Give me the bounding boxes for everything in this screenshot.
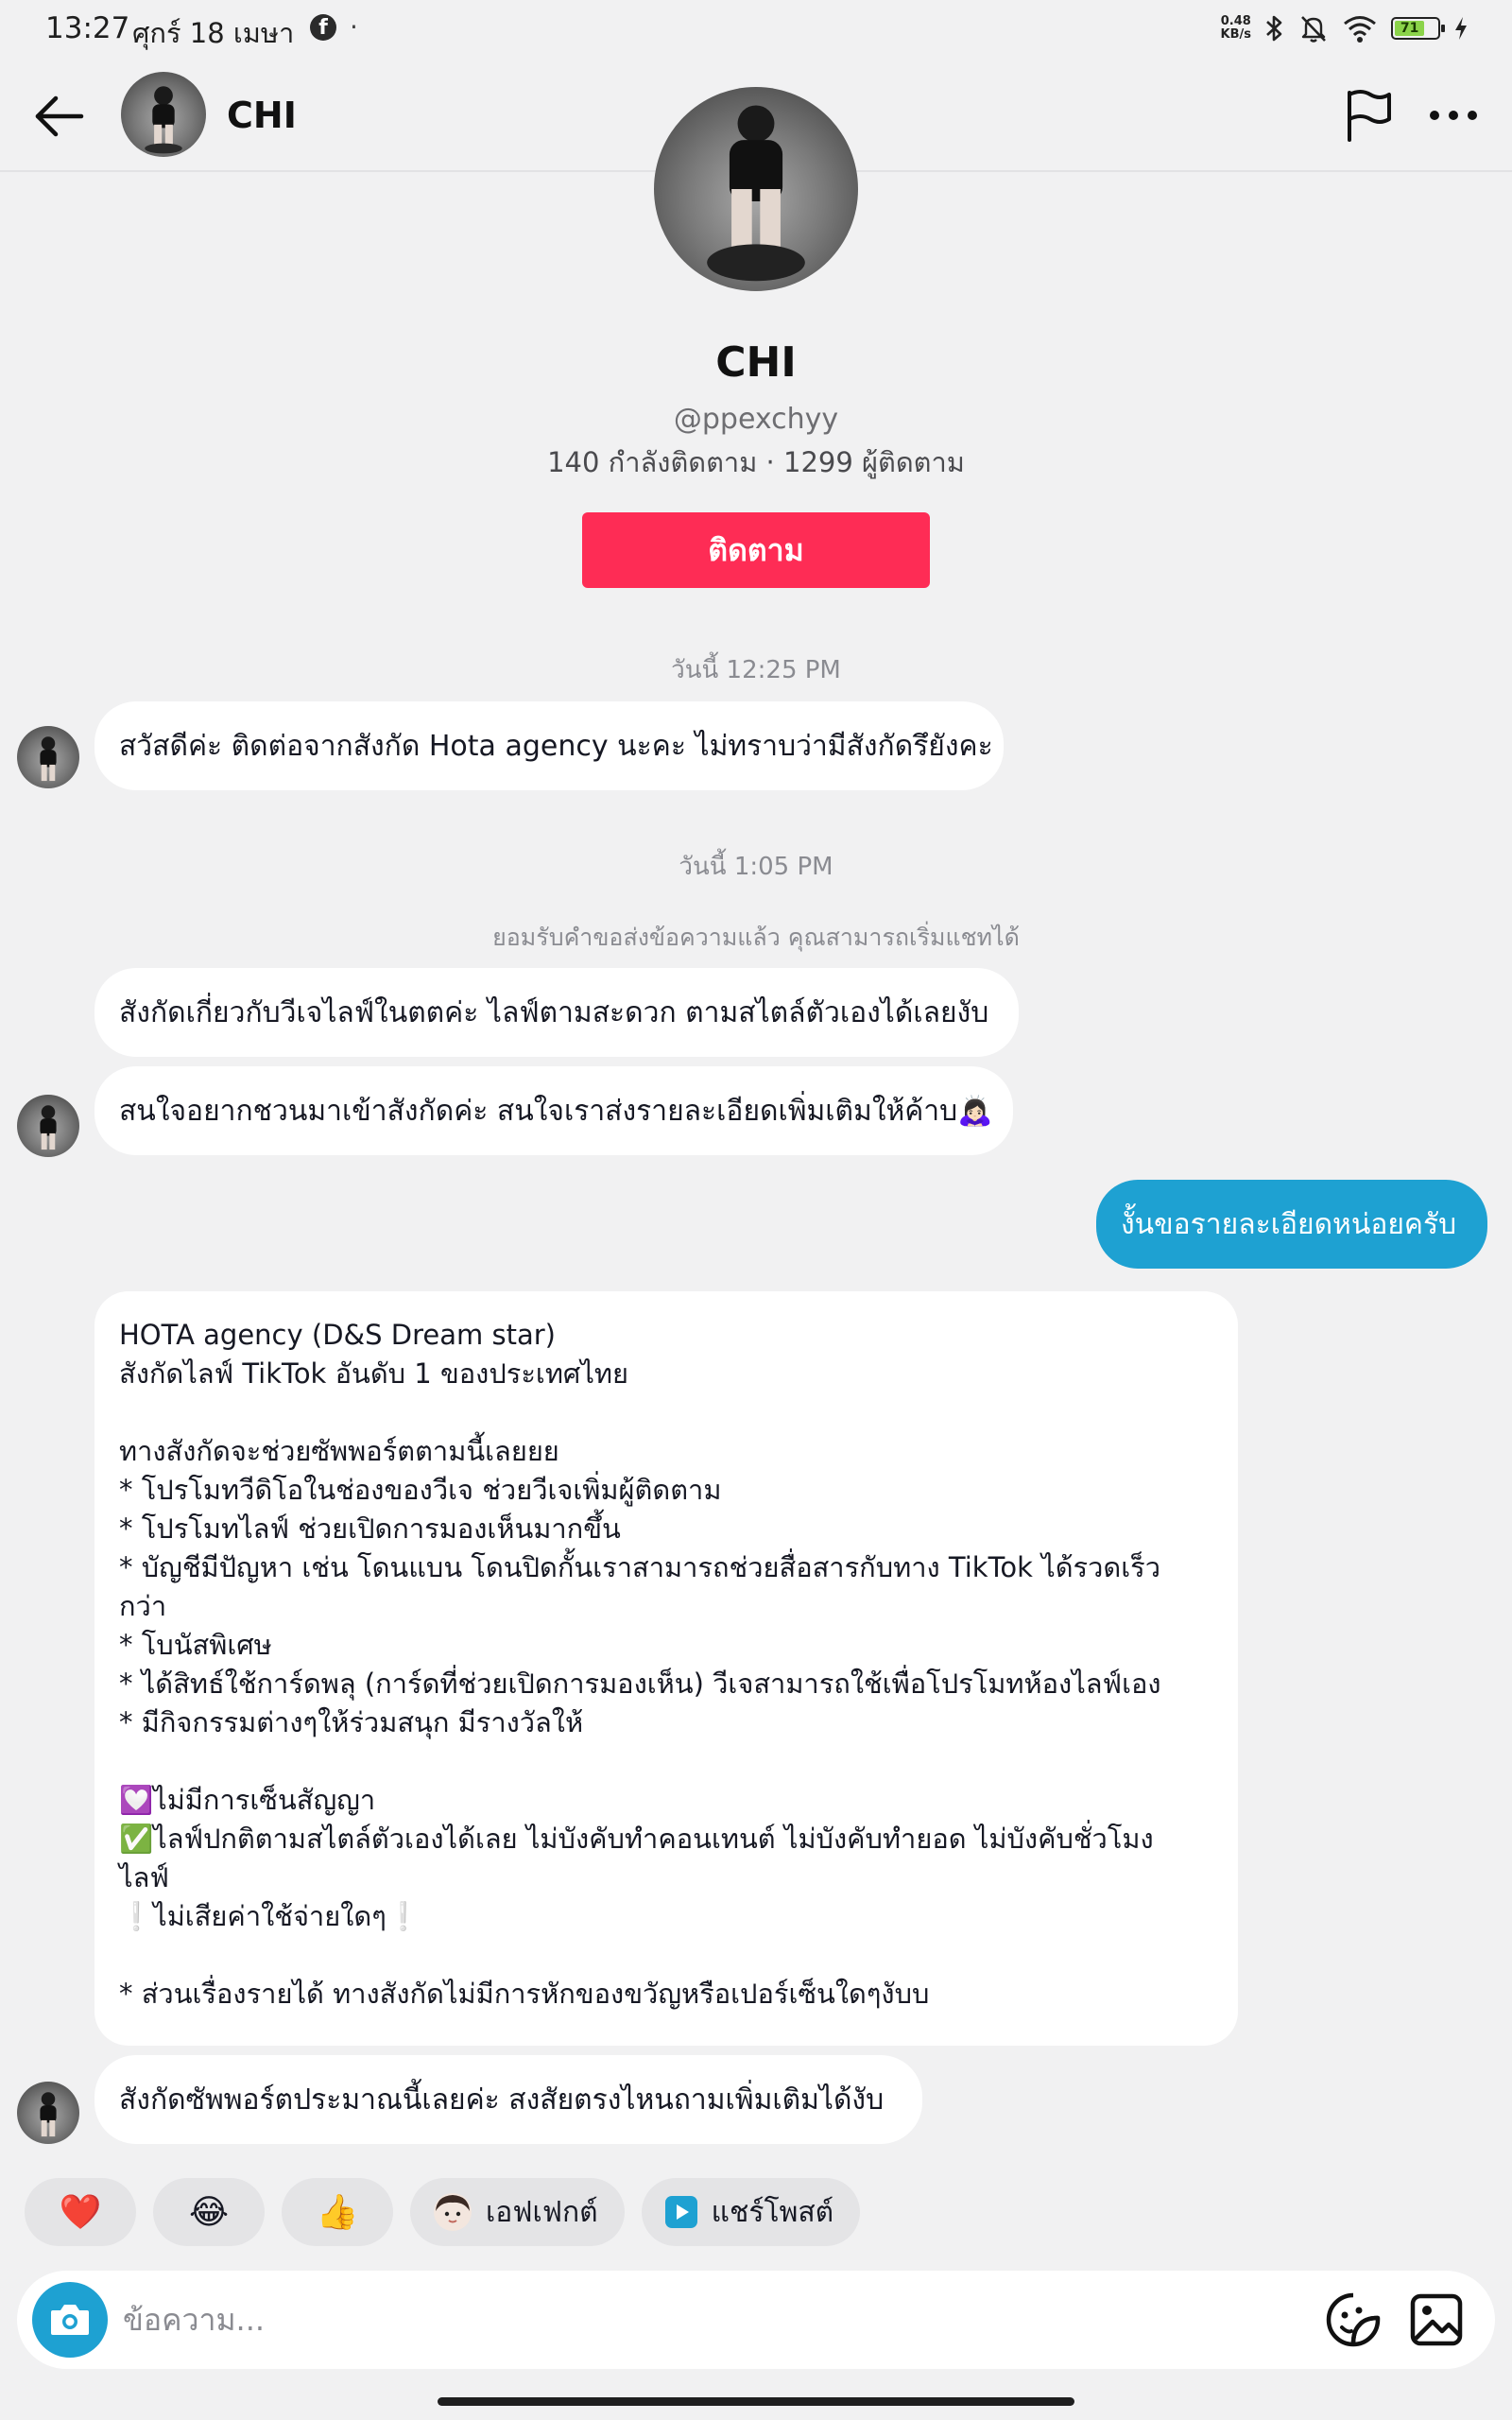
avatar-figure: [17, 726, 79, 788]
avatar-figure: [121, 72, 206, 157]
network-speed-value: 0.48: [1220, 14, 1251, 28]
image-icon[interactable]: [1406, 2290, 1467, 2350]
profile-avatar-figure: [654, 87, 858, 291]
my-message-bubble[interactable]: งั้นขอรายละเอียดหน่อยครับ: [1096, 1180, 1487, 1269]
avatar[interactable]: [17, 726, 79, 788]
battery-level: 71: [1395, 21, 1424, 36]
avatar[interactable]: [17, 1095, 79, 1157]
bluetooth-icon: [1264, 13, 1285, 43]
share-post-button[interactable]: [642, 2178, 861, 2246]
status-dot: ·: [350, 11, 358, 43]
share-post-label: แชร์โพสต์: [711, 2195, 834, 2229]
message-bubble[interactable]: สังกัดเกี่ยวกับวีเจไลฟ์ในตตค่ะ ไลฟ์ตามสะดวก ตามสไตล์ตัวเองได้เลยงับ: [94, 968, 1019, 1057]
profile-avatar[interactable]: [654, 87, 858, 291]
profile-handle: @ppexchyy: [673, 403, 839, 436]
camera-icon: [32, 2282, 108, 2358]
profile-name: CHI: [715, 338, 797, 387]
effect-face-icon: [433, 2192, 472, 2232]
message-bubble[interactable]: HOTA agency (D&S Dream star) สังกัดไลฟ์ TikTok อันดับ 1 ของประเทศไทย ทางสังกัดจะช่วยซัพพอร์ตตามนี้เลยยย * โปรโมทวีดิโอในช่องของวีเจ ช่วยวีเจเพิ่มผู้ติดตาม * โปรโมทไลฟ์ ช่วยเปิดการมองเห็นมากขึ้น * บัญชีมีปัญหา เช่น โดนแบน โดนปิดกั้นเราสามารถช่วยสื่อสารกับทาง TikTok ได้รวดเร็ว กว่า * โบนัสพิเศษ * ได้สิทธ์ใช้การ์ดพลุ (การ์ดที่ช่วยเปิดการมองเห็น) วีเจสามารถใช้เพื่อโปรโมทห้องไลฟ์เอง * มีกิจกรรมต่างๆให้ร่วมสนุก มีรางวัลให้ 💟ไม่มีการเซ็นสัญญา ✅ไลฟ์ปกติตามสไตล์ตัวเองได้เลย ไม่บังคับทำคอนเทนต์ ไม่บังคับทำยอด ไม่บังคับชั่วโมง ไลฟ์ ❕ไม่เสียค่าใช้จ่ายใดๆ❕ * ส่วนเรื่องรายได้ ทางสังกัดไม่มีการหักของขวัญหรือเปอร์เซ็นใดๆงับบ: [94, 1291, 1238, 2046]
message-bubble[interactable]: สังกัดซัพพอร์ตประมาณนี้เลยค่ะ สงสัยตรงไหนถามเพิ่มเติมได้งับ: [94, 2055, 922, 2144]
laugh-icon: 😂: [188, 2192, 230, 2232]
thumbs-up-icon: 👍: [316, 2193, 359, 2232]
more-icon[interactable]: [1427, 87, 1480, 144]
status-bar: [0, 0, 1512, 59]
system-note: ยอมรับคำขอส่งข้อความแล้ว คุณสามารถเริ่มแชทได้: [492, 924, 1020, 951]
flag-icon[interactable]: [1342, 87, 1395, 144]
effect-button[interactable]: [410, 2178, 625, 2246]
follow-button[interactable]: ติดตาม: [582, 512, 930, 588]
message-input[interactable]: [123, 2291, 1304, 2348]
avatar[interactable]: [17, 2082, 79, 2144]
play-icon: [664, 2195, 698, 2229]
thumbs-up-reaction-button[interactable]: [282, 2178, 393, 2246]
charging-icon: [1453, 16, 1469, 41]
message-composer: [17, 2271, 1495, 2369]
network-speed: [1221, 15, 1251, 42]
message-bubble[interactable]: สวัสดีค่ะ ติดต่อจากสังกัด Hota agency นะคะ ไม่ทราบว่ามีสังกัดรึยังคะ: [94, 701, 1004, 790]
bell-off-icon: [1298, 13, 1329, 43]
laugh-reaction-button[interactable]: [153, 2178, 265, 2246]
status-time: 13:27: [45, 11, 130, 45]
timestamp: วันนี้ 1:05 PM: [679, 853, 833, 881]
back-arrow-icon[interactable]: [30, 87, 89, 146]
message-bubble[interactable]: สนใจอยากชวนมาเข้าสังกัดค่ะ สนใจเราส่งรายละเอียดเพิ่มเติมให้ค้าบ🙇🏻‍♀️: [94, 1066, 1013, 1155]
avatar[interactable]: [121, 72, 206, 157]
wifi-icon: [1342, 13, 1378, 43]
effect-label: เอฟเฟกต์: [486, 2195, 598, 2229]
facebook-icon: f: [310, 14, 336, 41]
network-speed-unit: KB/s: [1220, 27, 1251, 42]
home-indicator[interactable]: [438, 2397, 1074, 2406]
battery-icon: [1391, 17, 1440, 40]
heart-reaction-button[interactable]: [25, 2178, 136, 2246]
profile-stats: 140 กำลังติดตาม · 1299 ผู้ติดตาม: [547, 446, 965, 478]
quick-reply-row: [25, 2178, 860, 2246]
timestamp: วันนี้ 12:25 PM: [671, 656, 841, 684]
status-date: ศุกร์ 18 เมษา: [132, 17, 295, 49]
header-title[interactable]: CHI: [227, 95, 297, 136]
sticker-icon[interactable]: [1323, 2290, 1383, 2350]
avatar-figure: [17, 2082, 79, 2144]
camera-button[interactable]: [32, 2282, 108, 2358]
avatar-figure: [17, 1095, 79, 1157]
status-icons: [1221, 9, 1469, 47]
heart-icon: ❤️: [59, 2193, 102, 2232]
